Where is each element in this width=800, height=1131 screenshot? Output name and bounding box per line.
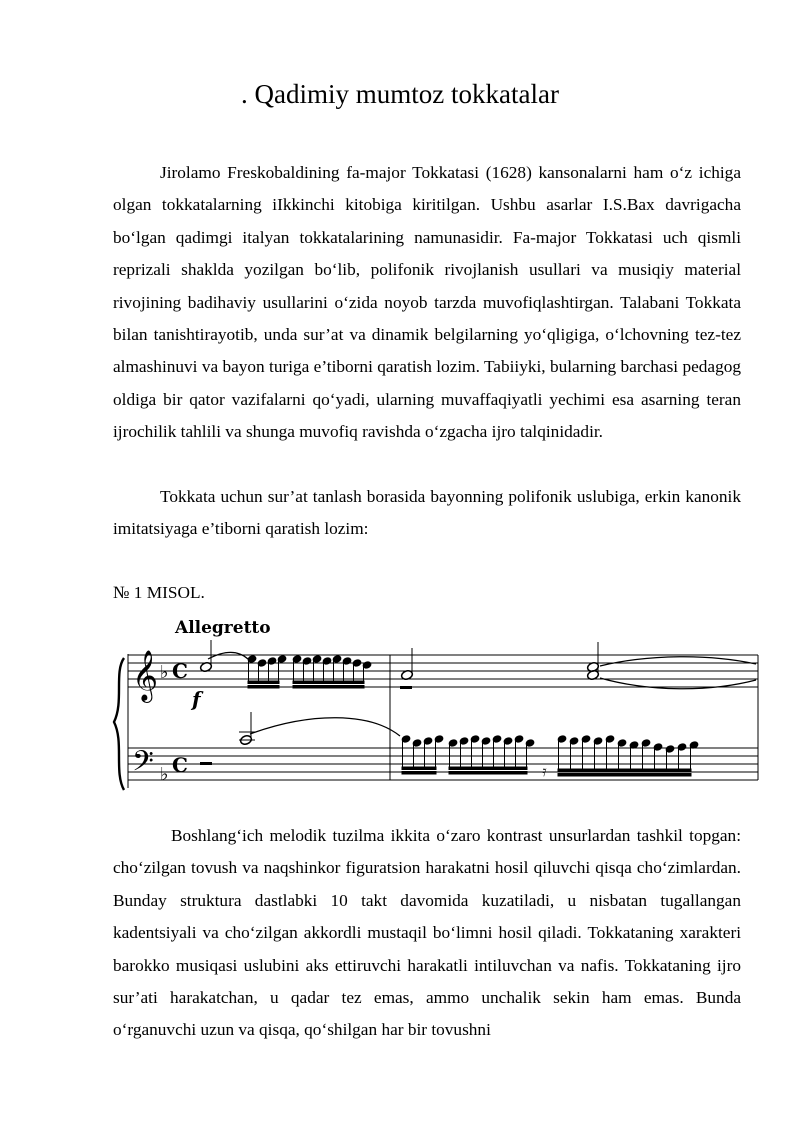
bass-measure-2 xyxy=(401,735,699,780)
dynamic-marking: f xyxy=(192,687,201,711)
treble-key-flat: ♭ xyxy=(160,662,169,683)
treble-measure-1 xyxy=(199,640,371,688)
paragraph-1: Jirolamo Freskobaldining fa-major Tokkatasi (1628) kansonalarni ham o‘z ichiga olgan tokkatalarning iIkkinchi kitobiga kiritilgan. Ushbu asarlar I.S.Bax davrigacha bo‘lgan qadimgi italyan tokkatalarining namunasidir. Fa-major Tokkatasi uch qismli reprizali shaklda yozilgan bo‘lib, polifonik rivojlanish usullari va musiqiy material rivojining badihaviy usullarini o‘zida noyob tarzda muvofiqlashtirgan. Talabani Tokkata bilan tanishtirayotib, unda sur’at va dinamik belgilarning yo‘qligiga, o‘lchovning tez-tez almashinuvi va bayon turiga e’tiborni qaratish lozim. Tabiiyki, bularning barchasi pedagog oldiga bir qator vazifalarni qo‘yadi, ularning muvaffaqiyatli yechimi esa asarning teran ijrochilik tahlili va shunga muvofiq ravishda o‘zgacha ijro talqinidadir. xyxy=(113,163,741,442)
treble-measure-2 xyxy=(400,642,756,689)
grand-staff-brace xyxy=(114,658,124,790)
treble-clef-icon: 𝄞 xyxy=(132,650,159,701)
barlines xyxy=(390,655,758,780)
paragraph-3: Boshlang‘ich melodik tuzilma ikkita o‘zaro kontrast unsurlardan tashkil topgan: cho‘zilgan tovush va naqshinkor figuratsion harakatni hosil qiluvchi qisqa cho‘zimlardan. Bunday struktura dastlabki 10 takt davomida kuzatiladi, u nisbatan tugallangan kadentsiyali va cho‘zilgan akkordli mustaqil bo‘limni hosil qiladi. Tokkataning xarakteri barokko musiqasi uslubini aks ettiruvchi harakatli intiluvchan va nafis. Tokkataning ijro sur’ati harakatchan, u qadar tez emas, ammo unchalik sekin ham emas. Bunda o‘rganuvchi uzun va qisqa, qo‘shilgan har bir tovushni xyxy=(113,826,741,1040)
bass-clef-icon: 𝄢 xyxy=(132,745,154,785)
paragraph-2: Tokkata uchun sur’at tanlash borasida bayonning polifonik uslubiga, erkin kanonik imitatsiyaga e’tiborni qaratish lozim: xyxy=(113,487,741,539)
svg-text:𝄿: 𝄿 xyxy=(542,762,547,780)
tempo-marking: Allegretto xyxy=(175,618,271,638)
bass-time-signature: C xyxy=(172,753,188,777)
page-title: . Qadimiy mumtoz tokkatalar xyxy=(241,79,559,109)
music-score xyxy=(110,612,760,802)
treble-time-signature: C xyxy=(172,659,188,683)
treble-staff xyxy=(128,655,758,687)
example-label: № 1 MISOL. xyxy=(113,583,205,602)
bass-measure-1 xyxy=(200,712,400,765)
bass-key-flat: ♭ xyxy=(160,764,169,785)
